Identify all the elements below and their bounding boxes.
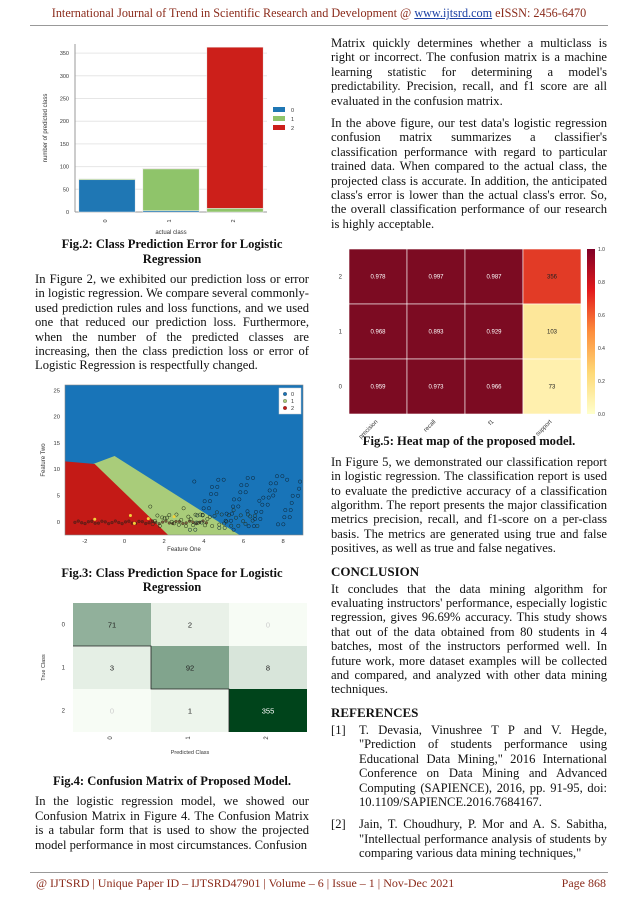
reference-2-number: [2]	[331, 817, 346, 832]
fig5-x-tick: precision	[358, 419, 380, 441]
header-rule	[30, 25, 608, 26]
fig5-cell-label-1-0: 0.968	[370, 329, 386, 336]
fig3-svg	[35, 381, 309, 561]
left-paragraph-2: In the logistic regression model, we showed our Confusion Matrix in Figure 4. The Confusion Matrix is a tabular form that is used to show the projected model performance in most circumstances. Confusion	[35, 794, 309, 852]
fig5-y-tick: 2	[338, 274, 342, 281]
fig2-legend-label-0: 0	[291, 108, 295, 114]
reference-2	[331, 817, 607, 860]
fig3-point-class-2	[141, 520, 144, 523]
fig3-point-class-2	[138, 520, 141, 523]
fig4-cell-label-0-0: 71	[107, 620, 117, 630]
right-paragraph-2: In the above figure, our test data's logistic regression confusion matrix summarizes a classifier's classification performance with regard to particular trained data. When compared to the actual class, the projected class is accurate. In addition, the anticipated class's error is lower than the actual class's error. So, the overall classification performance of our research is highly acceptable.	[331, 116, 607, 231]
fig4-x-tick: 2	[264, 736, 270, 740]
fig3-point-class-2	[175, 520, 178, 523]
fig4-cell-label-2-1: 1	[187, 706, 193, 716]
fig3-point-class-2	[100, 520, 103, 523]
fig2-y-tick: 250	[59, 96, 69, 103]
fig2-legend-label-1: 1	[291, 117, 295, 123]
fig3-point-class-2	[104, 520, 107, 523]
fig5-cell-label-1-3: 103	[546, 329, 558, 336]
fig3-legend-label-1: 1	[291, 398, 295, 405]
fig5-colorbar-tick: 0.2	[598, 379, 605, 386]
footer-page-number: Page 868	[561, 876, 606, 890]
fig2-y-tick: 0	[65, 210, 69, 216]
fig3-y-tick: 5	[56, 493, 60, 500]
fig4-cell-label-0-2: 0	[265, 620, 271, 630]
fig5-cell-label-0-3: 356	[546, 274, 558, 281]
fig4-cell-label-0-1: 2	[187, 620, 193, 630]
fig3-legend-marker-1	[283, 399, 287, 403]
fig3-point-class-2	[107, 522, 110, 525]
reference-1-text: T. Devasia, Vinushree T P and V. Hegde, "Prediction of students performance using Educational Data Mining," 2016 International Conference on Data Mining and Advanced Computing (SAPIENCE), 2016, pp. 91-95, doi: 10.1109/SAPIENCE.2016.7684167.	[359, 722, 607, 809]
footer-text: @ IJTSRD | Unique Paper ID – IJTSRD47901 | Volume – 6 | Issue – 1 | Nov-Dec 2021	[36, 876, 455, 890]
fig4-cell-label-1-1: 92	[185, 663, 195, 673]
fig5-colorbar-tick: 0.6	[598, 313, 605, 320]
fig4-y-tick: 2	[61, 708, 65, 715]
references-heading: REFERENCES	[331, 704, 419, 720]
fig2-bar-1-series-1	[143, 169, 199, 211]
left-paragraph-1: In Figure 2, we exhibited our prediction loss or error in logistic regression. We compare several commonly-used prediction rules and loss functions, and we used one that reduced our prediction loss. Furthermore, when the number of the predicted classes are increasing, then the class prediction loss or error of Logistic Regression is respectfully changed.	[35, 272, 309, 373]
fig2-caption: Fig.2: Class Prediction Error for Logistic Regression	[61, 237, 283, 266]
reference-2-text: Jain, T. Choudhury, P. Mor and A. S. Sabitha, "Intellectual performance analysis of students by comparing various data mining techniques,"	[359, 817, 607, 861]
fig3-point-class-2	[127, 520, 130, 523]
fig3-y-tick: 0	[56, 519, 60, 526]
fig4-cell-label-1-0: 3	[109, 663, 115, 673]
left-column	[35, 36, 309, 860]
fig3-point-class-2	[90, 520, 93, 523]
fig2-x-tick: 2	[231, 219, 237, 223]
fig3-y-tick: 20	[53, 414, 60, 421]
fig5-chart	[331, 239, 607, 441]
fig4-cell-label-2-2: 355	[261, 706, 275, 716]
fig3-point-class-2	[161, 521, 164, 524]
fig2-legend-swatch-2	[273, 125, 285, 130]
fig2-legend-label-2: 2	[291, 126, 295, 132]
fig4-cell-label-2-0: 0	[109, 706, 115, 716]
fig5-x-tick: recall	[423, 419, 438, 434]
fig5-colorbar	[587, 249, 595, 414]
right-column	[331, 36, 607, 869]
fig5-x-tick: f1	[487, 419, 496, 428]
fig2-legend-swatch-1	[273, 116, 285, 121]
fig4-x-label: Predicted Class	[170, 749, 210, 756]
fig2-svg	[35, 36, 309, 236]
fig2-y-tick: 150	[59, 141, 69, 148]
right-paragraph-1: Matrix quickly determines whether a multiclass is right or incorrect. The confusion matrix is a machine learning statistic for determining a model's predictability. Precision, recall, and f1 score are all evaluated in the confusion matrix.	[331, 36, 607, 108]
footer-rule	[30, 872, 608, 873]
fig3-legend-label-0: 0	[291, 391, 295, 398]
fig3-y-label: Feature Two	[41, 443, 47, 477]
fig5-colorbar-tick: 0.0	[598, 412, 605, 419]
fig5-cell-label-0-2: 0.987	[486, 274, 502, 281]
header-url-link[interactable]: www.ijtsrd.com	[414, 6, 493, 20]
fig5-svg	[331, 239, 607, 441]
fig2-x-tick: 0	[103, 219, 109, 223]
fig3-x-tick: -2	[82, 538, 88, 545]
fig4-cell-label-1-2: 8	[265, 663, 271, 673]
fig5-y-tick: 0	[338, 384, 342, 391]
fig3-point-class-2	[84, 522, 87, 525]
fig3-point-class-2	[74, 521, 77, 524]
fig5-cell-label-2-1: 0.973	[428, 384, 444, 391]
fig3-y-tick: 25	[53, 388, 60, 395]
reference-1	[331, 723, 607, 809]
fig3-legend-marker-0	[283, 392, 287, 396]
fig3-point-yellow	[129, 514, 132, 517]
fig4-caption: Fig.4: Confusion Matrix of Proposed Model.	[53, 773, 291, 788]
fig3-point-class-2	[124, 520, 127, 523]
fig3-point-class-2	[144, 522, 147, 525]
fig5-y-tick: 1	[338, 329, 342, 336]
fig5-colorbar-tick: 0.4	[598, 346, 605, 353]
fig3-x-tick: 8	[281, 538, 285, 545]
fig2-y-label: number of predicted class	[43, 93, 49, 163]
fig4-svg	[35, 601, 309, 769]
fig5-cell-label-0-0: 0.978	[370, 274, 386, 281]
fig2-y-tick: 350	[59, 51, 69, 58]
fig2-bar-2-series-2	[207, 47, 263, 208]
header-issn: eISSN: 2456-6470	[492, 6, 587, 20]
fig3-point-yellow	[133, 522, 136, 525]
fig3-legend-marker-2	[283, 406, 287, 410]
fig4-x-tick: 1	[186, 736, 192, 740]
fig2-chart	[35, 36, 309, 237]
right-paragraph-3: In Figure 5, we demonstrated our classification report in logistic regression. The classification report is used to evaluate the predictive accuracy of a classification algorithm. The report presents the major classification metrics precision, recall, and f1-score on a per-class basis. The metrics are generated using true and false positives, as well as true and false negatives.	[331, 454, 607, 556]
fig5-cell-label-2-0: 0.959	[370, 384, 386, 391]
fig4-y-tick: 0	[61, 622, 65, 629]
fig3-point-class-2	[87, 520, 90, 523]
fig5-cell-label-2-3: 73	[548, 384, 556, 391]
fig3-x-label: Feature One	[167, 546, 201, 553]
fig3-point-class-2	[77, 520, 80, 523]
fig2-y-tick: 200	[59, 119, 69, 126]
fig3-point-class-2	[192, 521, 195, 524]
fig4-x-tick: 0	[108, 736, 114, 740]
fig3-x-tick: 6	[241, 538, 246, 545]
fig3-point-class-2	[121, 522, 124, 525]
fig4-y-tick: 1	[61, 665, 65, 672]
conclusion-heading: CONCLUSION	[331, 563, 420, 579]
fig3-x-tick: 2	[162, 538, 166, 545]
fig3-legend-label-2: 2	[291, 405, 295, 412]
reference-1-number: [1]	[331, 722, 346, 737]
fig3-point-class-2	[181, 522, 184, 525]
fig2-bar-0-series-1	[79, 179, 135, 180]
fig3-legend-box	[279, 388, 301, 414]
fig2-x-label: actual class	[155, 230, 187, 236]
fig3-point-class-2	[185, 521, 188, 524]
fig3-point-yellow	[93, 518, 96, 521]
fig4-chart	[35, 601, 309, 774]
journal-header	[0, 6, 638, 21]
fig3-x-tick: 4	[202, 538, 206, 545]
fig5-caption: Fig.5: Heat map of the proposed model.	[362, 434, 576, 449]
fig3-caption: Fig.3: Class Prediction Space for Logistic Regression	[61, 565, 283, 595]
fig3-point-class-2	[97, 522, 100, 525]
fig5-cell-label-1-2: 0.929	[486, 329, 502, 336]
fig5-cell-label-1-1: 0.893	[428, 329, 444, 336]
fig2-y-tick: 300	[59, 73, 69, 80]
header-journal: International Journal of Trend in Scientific Research and Development @	[51, 6, 415, 20]
fig3-point-yellow	[173, 515, 176, 518]
fig5-x-tick: support	[535, 419, 554, 438]
fig3-point-class-2	[80, 521, 83, 524]
fig3-point-class-2	[114, 519, 117, 522]
fig2-legend-swatch-0	[273, 107, 285, 112]
fig2-bar-0-series-0	[79, 180, 135, 212]
fig3-point-class-2	[158, 522, 161, 525]
fig5-cell-label-0-1: 0.997	[428, 274, 444, 281]
fig3-point-class-2	[94, 522, 97, 525]
fig3-point-class-2	[148, 521, 151, 524]
fig3-chart	[35, 381, 309, 566]
fig2-y-tick: 50	[62, 187, 69, 194]
fig3-point-class-2	[117, 521, 120, 524]
fig5-colorbar-tick: 1.0	[598, 247, 605, 254]
fig2-bar-2-series-1	[207, 208, 263, 212]
conclusion-paragraph: It concludes that the data mining algorithm for evaluating instructors' performance, especially logistic regression, gives 96.69% accuracy. This study shows that out of the data obtained from 80 students in 4 batches, most of the instructors performed well. In future work, more dataset examples will be collected and compared, and analyzed with other data mining techniques.	[331, 581, 607, 697]
fig2-y-tick: 100	[59, 164, 69, 171]
fig3-y-tick: 15	[53, 440, 60, 447]
fig2-x-tick: 1	[167, 219, 173, 223]
fig5-cell-label-2-2: 0.966	[486, 384, 502, 391]
fig3-point-class-2	[111, 521, 114, 524]
fig4-y-label: True Class	[41, 654, 47, 681]
fig5-colorbar-tick: 0.8	[598, 280, 605, 287]
fig3-x-tick: 0	[122, 538, 127, 545]
fig3-y-tick: 10	[53, 467, 60, 474]
fig3-point-yellow	[147, 517, 150, 520]
